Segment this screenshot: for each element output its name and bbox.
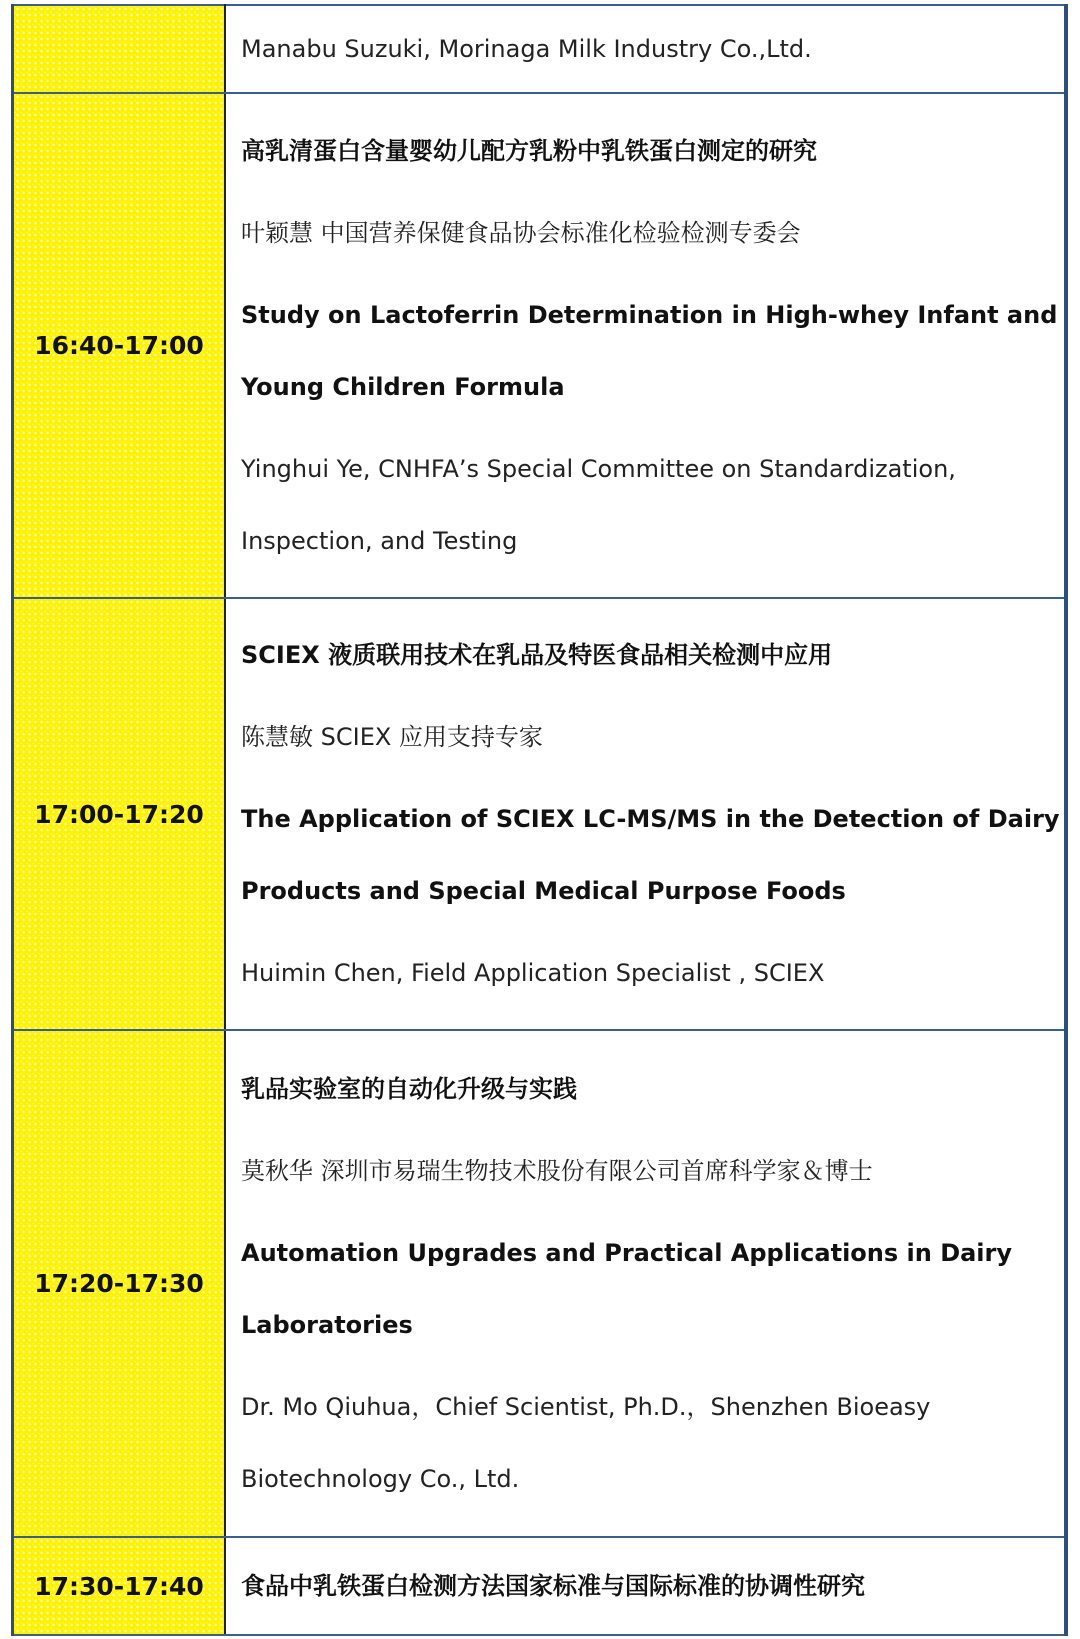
title-en: Young Children Formula [241,372,565,401]
speaker-en: Manabu Suzuki, Morinaga Milk Industry Co.,Ltd. [241,35,812,63]
time-cell: 17:00-17:20 [13,598,226,1030]
agenda-row [13,5,1067,93]
agenda-row [13,1537,1067,1635]
title-en: Laboratories [241,1310,413,1339]
speaker-en: Inspection, and Testing [241,526,518,555]
speaker-en: Biotechnology Co., Ltd. [241,1464,520,1493]
session-content [225,5,1066,93]
agenda-row [13,598,1067,1030]
title-en: Products and Special Medical Purpose Foods [241,877,846,905]
session-content [225,598,1066,1030]
title-en: The Application of SCIEX LC-MS/MS in the Detection of Dairy [241,805,1060,833]
title-cn: 食品中乳铁蛋白检测方法国家标准与国际标准的协调性研究 [241,1572,865,1600]
speaker-en: Dr. Mo Qiuhua，Chief Scientist, Ph.D.，Shenzhen Bioeasy [241,1392,931,1421]
session-content [225,93,1066,598]
speaker-en: Huimin Chen, Field Application Specialist , SCIEX [241,959,825,987]
title-en: Automation Upgrades and Practical Applications in Dairy [241,1238,1013,1267]
title-cn: 乳品实验室的自动化升级与实践 [241,1074,577,1103]
time-cell: 17:30-17:40 [13,1537,226,1635]
agenda-table [11,4,1068,1636]
speaker-en: Yinghui Ye, CNHFA’s Special Committee on Standardization, [241,454,956,483]
speaker-cn: 陈慧敏 SCIEX 应用支持专家 [241,723,543,751]
speaker-cn: 叶颖慧 中国营养保健食品协会标准化检验检测专委会 [241,218,801,247]
session-content [225,1030,1066,1537]
session-content [225,1537,1066,1635]
title-cn: 高乳清蛋白含量婴幼儿配方乳粉中乳铁蛋白测定的研究 [241,136,817,165]
agenda-row [13,93,1067,598]
speaker-cn: 莫秋华 深圳市易瑞生物技术股份有限公司首席科学家＆博士 [241,1156,873,1185]
title-en: Study on Lactoferrin Determination in High-whey Infant and [241,300,1058,329]
agenda-row [13,1030,1067,1537]
time-cell: 17:20-17:30 [13,1030,226,1537]
time-cell [13,5,226,93]
title-cn: SCIEX 液质联用技术在乳品及特医食品相关检测中应用 [241,641,833,669]
time-cell: 16:40-17:00 [13,93,226,598]
